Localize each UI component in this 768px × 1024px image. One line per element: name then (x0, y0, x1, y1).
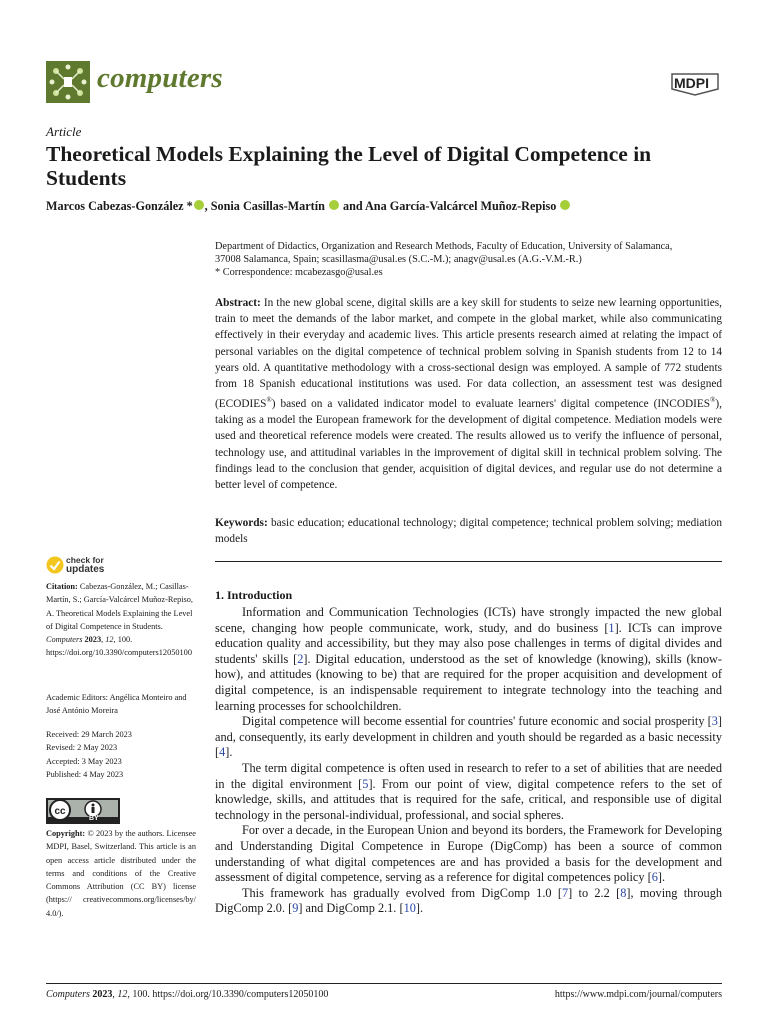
paragraph: This framework has gradually evolved from DigComp 1.0 [7] to 2.2 [8], moving through DigComp 2.0. [9] and DigComp 2.1. [10]. (215, 885, 722, 916)
orcid-icon[interactable] (560, 200, 570, 210)
footer-year: 2023 (92, 989, 113, 1000)
footer-citation: Computers 2023, 12, 100. https://doi.org/10.3390/computers12050100 (46, 989, 329, 1000)
divider (215, 561, 722, 562)
orcid-icon[interactable] (194, 200, 204, 210)
abstract (215, 295, 722, 493)
publication-dates (46, 728, 196, 781)
cc-by-license-icon[interactable] (46, 798, 120, 824)
check-updates-icon (46, 556, 64, 574)
citation-journal: Computers (46, 635, 83, 645)
citation-link[interactable]: 3 (711, 714, 718, 729)
citation-link[interactable]: 10 (403, 901, 416, 916)
check-for-updates-label[interactable] (66, 556, 104, 574)
citation-volume: 12 (105, 635, 114, 645)
footer-doi[interactable]: , 100. https://doi.org/10.3390/computers12050100 (127, 989, 329, 1000)
paper-title: Theoretical Models Explaining the Level of Digital Competence in Students (46, 142, 652, 190)
abstract-text: ) based on a validated indicator model to evaluate learners' digital competence (INCODIES (271, 397, 711, 410)
mdpi-text: MDPI (674, 75, 709, 91)
date-accepted: Accepted: 3 May 2023 (46, 756, 122, 766)
check-label-line: updates (66, 564, 105, 575)
copyright-notice (46, 827, 196, 920)
citation-link[interactable]: 9 (292, 901, 299, 916)
check-for-updates-button[interactable] (46, 556, 64, 579)
citation-link[interactable]: 8 (620, 885, 627, 900)
footer-volume: 12 (117, 989, 128, 1000)
registered-mark: ® (266, 396, 272, 405)
paragraph: The term digital competence is often used in research to refer to a set of abilities that are needed in the digital environment [5]. From our point of view, digital competence refers to the set of knowledge, skills, and attitudes that is required for the safe, critical, and responsible use of digital technology in the personal-individual, professional, and social spheres. (215, 760, 722, 822)
author-1[interactable]: Marcos Cabezas-González * (46, 199, 193, 213)
footer-divider (46, 983, 722, 984)
cc-by-label: BY (89, 815, 99, 822)
author-3[interactable]: and Ana García-Valcárcel Muñoz-Repiso (342, 199, 557, 213)
orcid-icon[interactable] (329, 200, 339, 210)
registered-mark: ® (710, 396, 716, 405)
keywords-text: basic education; educational technology; digital competence; technical problem solving; mediation models (215, 517, 723, 546)
journal-name: computers (97, 62, 223, 94)
copyright-text: © 2023 by the authors. Licensee MDPI, Basel, Switzerland. This article is an open access article distributed under the terms and conditions of the Creative Commons Attribution (CC BY) license (https:// creativecommons.org/licenses/by/ 4.0/). (46, 829, 196, 918)
correspondence: * Correspondence: mcabezasgo@usal.es (215, 267, 383, 278)
footer-journal-url[interactable]: https://www.mdpi.com/journal/computers (554, 989, 722, 1000)
abstract-label: Abstract: (215, 297, 261, 309)
citation-link[interactable]: 2 (297, 651, 304, 666)
citation-link[interactable]: 7 (561, 885, 569, 900)
abstract-text: In the new global scene, digital skills are a key skill for students to seize new learning opportunities, train to meet the demands of the labor market, and compete in the global market, while also communicating effectively in their everyday and academic lives. This article presents research aimed at relating the impact of personal variables on the digital competence of technical problem solving in Spanish students from 12 to 14 years old. A quantitative methodology with a cross-sectional design was employed. A sample of 772 students from 18 Spanish educational institutions was used. For data collection, an assessment test was designed (ECODIES (215, 297, 722, 410)
mdpi-logo (668, 72, 722, 101)
affiliation-line: Department of Didactics, Organization and Research Methods, Faculty of Education, University of Salamanca, (215, 241, 673, 252)
affiliation-line: 37008 Salamanca, Spain; scasillasma@usal.es (S.C.-M.); anagv@usal.es (A.G.-V.M.-R.) (215, 254, 582, 265)
author-list (46, 199, 736, 214)
author-2[interactable]: , Sonia Casillas-Martín (204, 199, 325, 213)
citation-link[interactable]: 5 (362, 776, 369, 791)
affiliations (215, 240, 725, 279)
footer-journal: Computers (46, 989, 90, 1000)
citation-link[interactable]: 6 (651, 870, 658, 885)
keywords (215, 515, 722, 547)
date-received: Received: 29 March 2023 (46, 730, 132, 739)
citation-label: Citation: (46, 582, 78, 591)
paragraph: For over a decade, in the European Union and beyond its borders, the Framework for Developing and Understanding Digital Competence in Europe (DigComp) has been a source of common understanding of what digital competences are and has provided a basis for the development and assessment of digital competence, serving as a reference for digital competences policy [6]. (215, 823, 722, 885)
article-type: Article (46, 124, 82, 139)
date-published: Published: 4 May 2023 (46, 769, 124, 779)
paragraph: Digital competence will become essential for countries' future economic and social prosperity [3] and, consequently, its early development in children and youth should be regarded as a basic necessity [4]. (215, 714, 722, 760)
citation-link[interactable]: 4 (219, 745, 226, 760)
date-revised: Revised: 2 May 2023 (46, 743, 118, 753)
keywords-label: Keywords: (215, 517, 268, 529)
section-heading: 1. Introduction (215, 588, 293, 602)
citation-year: 2023 (84, 635, 102, 645)
abstract-text: ), taking as a model the European framework for the development of digital competence. Mediation models were used and theoretical reference models were created. The results allowed us to verify the influence of personal, technology use, and attitudinal variables in the improvement of digital skill in technical problem solving. The findings lead to the conclusion that gender, acquisition of digital devices, and regular use do not determine a better level of competence. (215, 397, 722, 491)
citation-block: Citation: Cabezas-González, M.; Casillas-Martín, S.; García-Valcárcel Muñoz-Repiso, A. Theoretical Models Explaining the Level of Digital Competence in Students. Computers 2023, 12, 100. https://doi.org/10.3390/computers12050100 (46, 582, 193, 658)
citation-text: Cabezas-González, M.; Casillas-Martín, S.; García-Valcárcel Muñoz-Repiso, A. Theoretical Models Explaining the Level of Digital Competence in Students. (46, 582, 193, 631)
svg-text:cc: cc (54, 806, 66, 817)
introduction-body (215, 605, 722, 917)
academic-editors: Academic Editors: Angélica Monteiro and José António Moreira (46, 693, 187, 716)
journal-logo-icon (46, 61, 90, 103)
citation-link[interactable]: 1 (608, 620, 615, 635)
check-label-line: check for (66, 555, 104, 565)
paragraph: Information and Communication Technologies (ICTs) have strongly impacted the new global scene, changing how people communicate, work, study, and do business [1]. ICTs can improve education quality and accessibility, but they may also pose challenges in terms of digital divides and students' skills [2]. Digital education, understood as the set of knowledge (knowing), skills (know-how), and attitudes (knowing to be) that are required for the proper acquisition and development of digital competence, is an indispensable requirement to integrate technology into the teaching and learning processes for schoolchildren. (215, 605, 723, 713)
copyright-label: Copyright: (46, 829, 86, 838)
citation-doi[interactable]: , 100. https://doi.org/10.3390/computers12050100 (46, 635, 192, 658)
